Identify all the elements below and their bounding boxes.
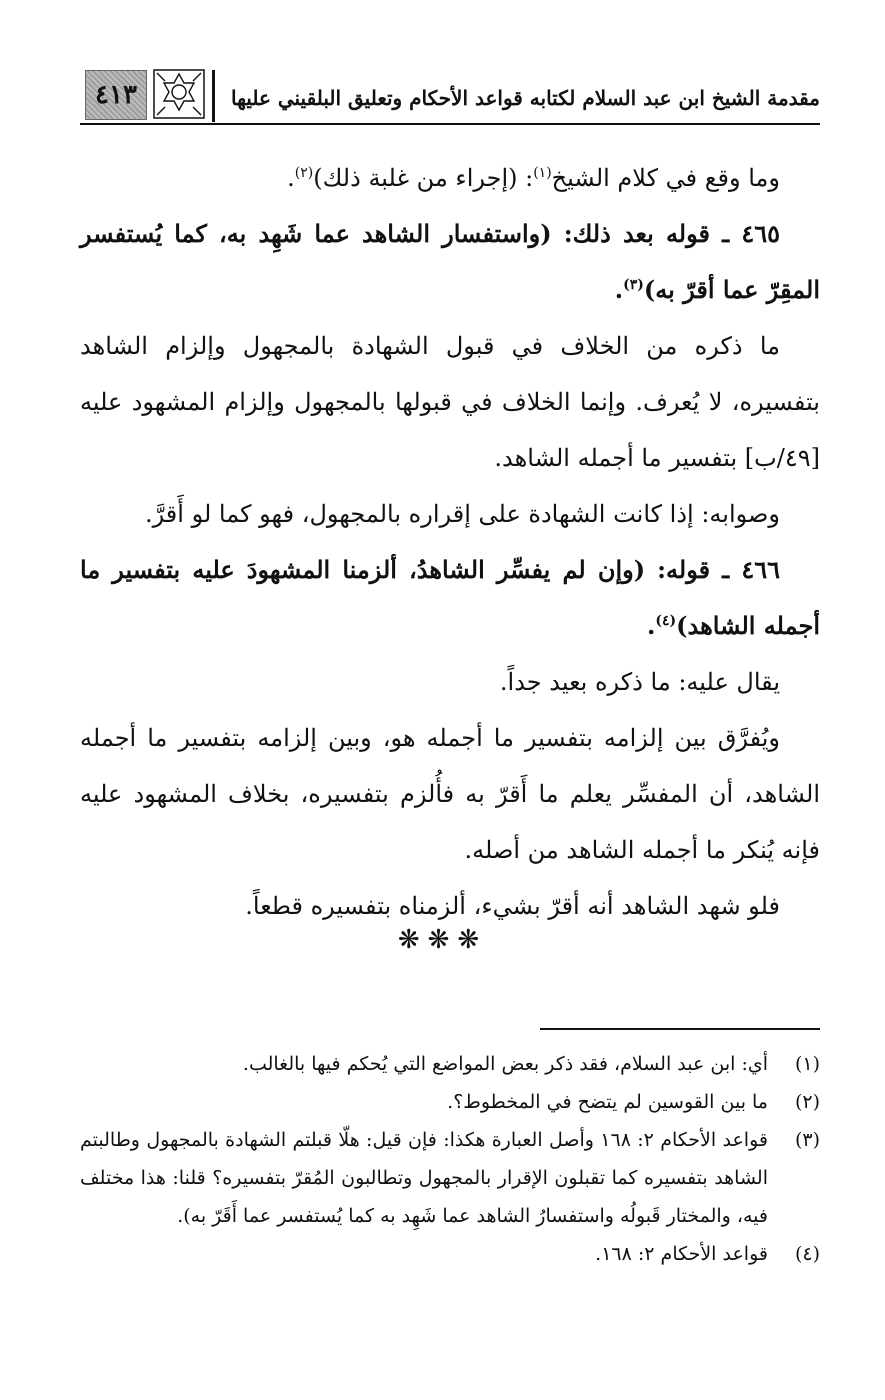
header-separator xyxy=(212,70,215,122)
paragraph: يقال عليه: ما ذكره بعيد جداً. xyxy=(499,668,780,696)
footnote-ref: (٢) xyxy=(294,165,314,181)
footnote-text: قواعد الأحكام ٢: ١٦٨ وأصل العبارة هكذا: فإن قيل: هلّا قبلتم الشهادة بالمجهول وطالبتم الشاهد بتفسيره كما تقبلون الإقرار بالمجهول وتطالبون المُقرّ بتفسيره؟ قلنا: هذا مختلف فيه، والمختار قَبولُه واستفسارُ الشاهد عما شَهِد به كما يُستفسر عما أَقَرّ به). xyxy=(80,1129,768,1227)
running-title: مقدمة الشيخ ابن عبد السلام لكتابه قواعد الأحكام وتعليق البلقيني عليها xyxy=(230,86,820,110)
footnote-ref: (١) xyxy=(533,165,552,181)
paragraph: وما وقع في كلام الشيخ$^{(١)}$: (إجراء من غلبة ذلك)$^{(٢)}$. xyxy=(287,164,780,192)
paragraph: ما ذكره من الخلاف في قبول الشهادة بالمجهول وإلزام الشاهد بتفسيره، لا يُعرف. وإنما الخلاف في قبولها بالمجهول وإلزام المشهود عليه [٤٩/ب] بتفسير ما أجمله الشاهد. xyxy=(80,332,820,472)
paragraph: فلو شهد الشاهد أنه أقرّ بشيء، ألزمناه بتفسيره قطعاً. xyxy=(245,892,780,920)
footnote xyxy=(80,1083,820,1121)
paragraph-heading: ٤٦٦ ـ قوله: (وإن لم يفسِّر الشاهدُ، ألزمنا المشهودَ عليه بتفسير ما أجمله الشاهد)$^{(٤)}$. xyxy=(80,555,820,640)
footnote-number: (٤) xyxy=(794,1243,820,1265)
footnote xyxy=(80,1121,820,1235)
footnote-rule xyxy=(540,1028,820,1030)
page-number: ٤١٣ xyxy=(85,70,147,120)
footnote-number: (٣) xyxy=(794,1129,820,1151)
footnote-number: (١) xyxy=(794,1053,820,1075)
header-rule xyxy=(80,123,820,125)
paragraph-heading: ٤٦٥ ـ قوله بعد ذلك: (واستفسار الشاهد عما شَهِد به، كما يُستفسر المقِرّ عما أقرّ به)$^{(٣)}$. xyxy=(80,219,820,304)
footnote-ref: (٣) xyxy=(623,277,644,293)
ornament-icon xyxy=(152,68,206,120)
footnote-text: ما بين القوسين لم يتضح في المخطوط؟. xyxy=(447,1091,768,1113)
section-divider-stars: ❋❋❋ xyxy=(397,925,488,955)
footnote-text: أي: ابن عبد السلام، فقد ذكر بعض المواضع التي يُحكم فيها بالغالب. xyxy=(242,1053,768,1075)
footnote xyxy=(80,1045,820,1083)
footnote-number: (٢) xyxy=(794,1091,820,1113)
paragraph: ويُفرَّق بين إلزامه بتفسير ما أجمله هو، وبين إلزامه بتفسير ما أجمله الشاهد، أن المفسِّر يعلم ما أَقرّ به فأُلزم بتفسيره، بخلاف المشهود عليه فإنه يُنكر ما أجمله الشاهد من أصله. xyxy=(80,724,820,864)
running-header xyxy=(80,62,820,126)
footnote-ref: (٤) xyxy=(655,613,677,629)
footnote xyxy=(80,1235,820,1273)
paragraph: وصوابه: إذا كانت الشهادة على إقراره بالمجهول، فهو كما لو أَقرَّ. xyxy=(144,500,780,528)
main-text xyxy=(80,150,820,934)
footnotes xyxy=(80,1045,820,1273)
footnote-text: قواعد الأحكام ٢: ١٦٨. xyxy=(595,1243,768,1265)
